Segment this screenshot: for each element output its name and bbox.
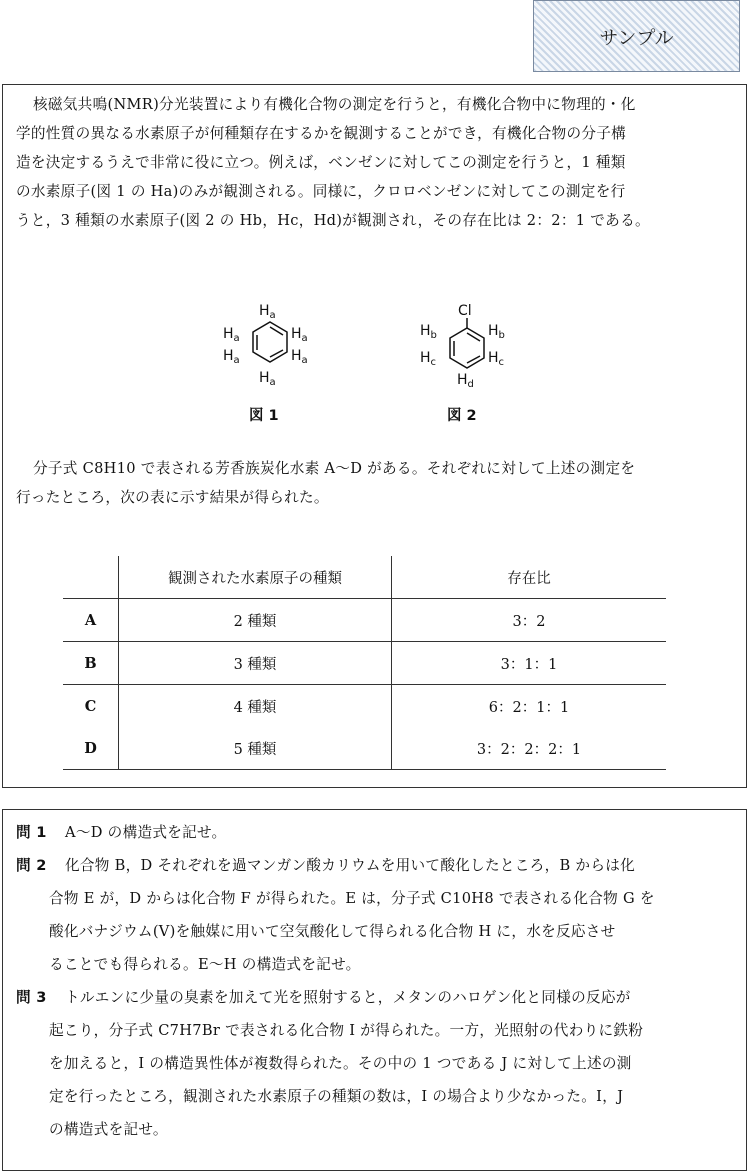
question-line: の構造式を記せ。 — [49, 1121, 168, 1138]
header-hydrogen-types: 観測された水素原子の種類 — [119, 556, 392, 599]
table-row — [63, 599, 666, 642]
table-row — [63, 642, 666, 685]
question-line: 酸化バナジウム(V)を触媒に用いて空気酸化して得られる化合物 H に，水を反応させ — [49, 923, 616, 940]
paragraph2-line: 行ったところ，次の表に示す結果が得られた。 — [16, 489, 329, 506]
header-empty — [63, 556, 119, 599]
row-label: A — [63, 599, 119, 642]
fig1-h-upper-left: $H_a$ — [223, 326, 240, 344]
row-types: 4 種類 — [119, 685, 392, 728]
row-label: B — [63, 642, 119, 685]
second-paragraph — [16, 454, 736, 512]
row-types: 3 種類 — [119, 642, 392, 685]
question-line: トルエンに少量の臭素を加えて光を照射すると，メタンのハロゲン化と同様の反応が — [65, 989, 631, 1006]
intro-line: 造を決定するうえで非常に役に立つ。例えば，ベンゼンに対してこの測定を行うと，1 種類 — [16, 154, 626, 171]
question-line: ることでも得られる。E～H の構造式を記せ。 — [49, 956, 361, 973]
nmr-results-table — [63, 556, 666, 770]
table-row — [63, 727, 666, 770]
question-number: 問 1 — [16, 824, 47, 841]
chlorobenzene-structure — [412, 298, 522, 390]
table-header-row — [63, 556, 666, 599]
header-ratio: 存在比 — [392, 556, 667, 599]
row-types: 5 種類 — [119, 727, 392, 770]
row-ratio: 6：2：1：1 — [488, 699, 570, 716]
fig2-cl: Cl — [458, 303, 472, 319]
intro-line: 核磁気共鳴(NMR)分光装置により有機化合物の測定を行うと，有機化合物中に物理的・化 — [33, 96, 636, 113]
benzene-structure — [215, 298, 325, 390]
intro-line: 学的性質の異なる水素原子が何種類存在するかを観測することができ，有機化合物の分子構 — [16, 125, 627, 142]
question-line: 定を行ったところ，観測された水素原子の種類の数は，I の場合より少なかった。I，J — [49, 1088, 624, 1105]
figure2-caption: 図 2 — [447, 408, 477, 424]
question-3 — [16, 983, 736, 1144]
question-line: を加えると，I の構造異性体が複数得られた。その中の 1 つである J に対して上述の測 — [49, 1055, 632, 1072]
fig1-h-bottom: $H_a$ — [259, 370, 276, 388]
row-types: 2 種類 — [119, 599, 392, 642]
fig1-h-upper-right: $H_a$ — [291, 326, 308, 344]
question-number: 問 2 — [16, 857, 47, 874]
fig2-h-upper-left: $H_b$ — [420, 323, 437, 341]
question-1 — [16, 818, 736, 847]
question-number: 問 3 — [16, 989, 47, 1006]
fig2-h-lower-right: $H_c$ — [488, 350, 505, 368]
question-2 — [16, 851, 736, 979]
fig2-h-upper-right: $H_b$ — [488, 323, 505, 341]
fig2-h-lower-left: $H_c$ — [420, 350, 437, 368]
intro-line: の水素原子(図 1 の Ha)のみが観測される。同様に，クロロベンゼンに対してこの測定を行 — [16, 183, 626, 200]
benzene-ring — [253, 322, 287, 362]
row-label: D — [63, 727, 119, 770]
fig1-h-top: $H_a$ — [259, 303, 276, 321]
question-line: A～D の構造式を記せ。 — [65, 824, 227, 841]
question-line: 化合物 B，D それぞれを過マンガン酸カリウムを用いて酸化したところ，B からは化 — [65, 857, 636, 874]
paragraph2-line: 分子式 C8H10 で表される芳香族炭化水素 A～D がある。それぞれに対して上述の測定を — [33, 460, 636, 477]
fig1-h-lower-right: $H_a$ — [291, 348, 308, 366]
table-row — [63, 685, 666, 728]
row-label: C — [63, 685, 119, 728]
figure1-caption: 図 1 — [249, 408, 279, 424]
chlorobenzene-ring — [450, 318, 484, 368]
question-list — [16, 818, 736, 1144]
sample-badge: サンプル — [533, 0, 740, 72]
question-line: 合物 E が，D からは化合物 F が得られた。E は，分子式 C10H8 で表される化合物 G を — [49, 890, 655, 907]
question-line: 起こり，分子式 C7H7Br で表される化合物 I が得られた。一方，光照射の代わりに鉄粉 — [49, 1022, 644, 1039]
row-ratio: 3：2 — [512, 613, 546, 630]
intro-line: うと，3 種類の水素原子(図 2 の Hb，Hc，Hd)が観測され，その存在比は 2：2：1 である。 — [16, 212, 650, 229]
intro-paragraph — [16, 90, 736, 235]
row-ratio: 3：2：2：2：1 — [476, 741, 582, 758]
fig1-h-lower-left: $H_a$ — [223, 348, 240, 366]
row-ratio: 3：1：1 — [500, 656, 558, 673]
fig2-h-bottom: $H_d$ — [457, 372, 474, 390]
